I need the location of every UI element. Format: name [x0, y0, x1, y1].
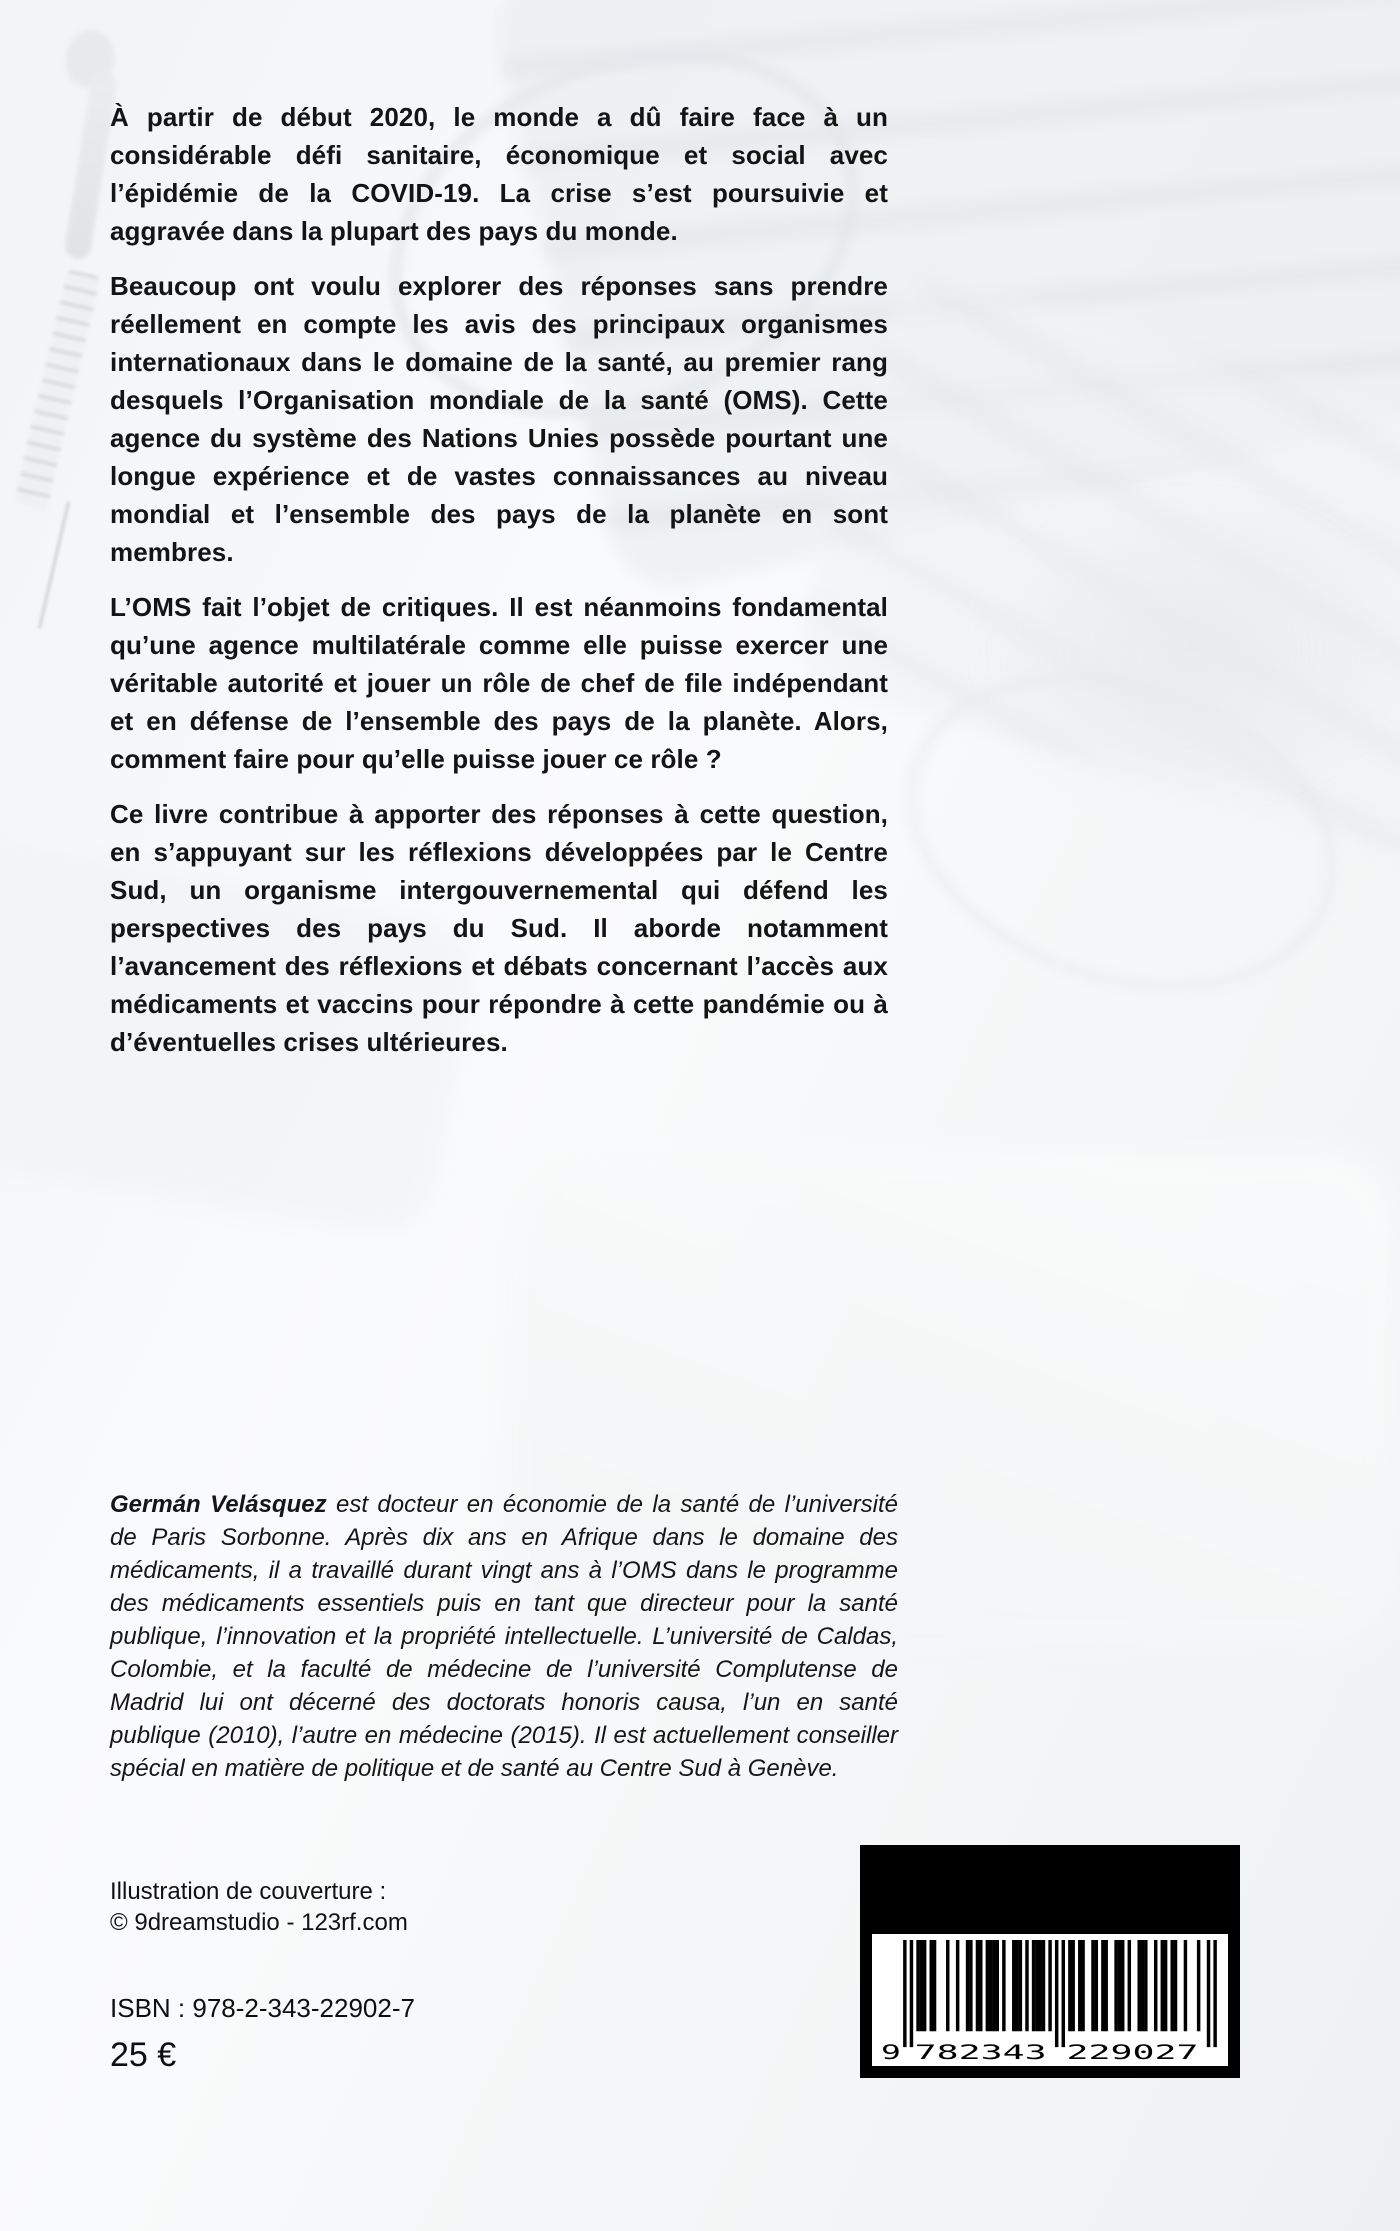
illustration-credit-source: © 9dreamstudio - 123rf.com	[110, 1909, 408, 1936]
svg-text:229027: 229027	[1066, 2041, 1199, 2063]
price-text: 25 €	[110, 2036, 177, 2074]
synopsis-text	[110, 98, 888, 1078]
glove-image	[960, 480, 1400, 820]
isbn-text: ISBN : 978-2-343-22902-7	[110, 1993, 415, 2023]
illustration-credit-label: Illustration de couverture :	[110, 1878, 387, 1905]
syringe-image	[13, 269, 100, 510]
synopsis-paragraph-4: Ce livre contribue à apporter des réponses à cette question, en s’appuyant sur les réflexions développées par le Centre Sud, un organisme intergouvernemental qui défend les perspectives des pays du Sud. Il aborde notamment l’avancement des réflexions et débats concernant l’accès aux médicaments et vaccins pour répondre à cette pandémie ou à d’éventuelles crises ultérieures.	[110, 799, 888, 1057]
illustration-credit	[110, 1876, 408, 1938]
svg-text:9: 9	[880, 2041, 901, 2063]
author-name: Germán Velásquez	[110, 1491, 327, 1518]
author-bio	[110, 1488, 898, 1785]
syringe-needle-image	[37, 501, 70, 629]
synopsis-paragraph-1: À partir de début 2020, le monde a dû faire face à un considérable défi sanitaire, économique et social avec l’épidémie de la COVID-19. La crise s’est poursuivie et aggravée dans la plupart des pays du monde.	[110, 102, 888, 246]
synopsis-paragraph-3: L’OMS fait l’objet de critiques. Il est néanmoins fondamental qu’une agence multilatérale comme elle puisse exercer une véritable autorité et jouer un rôle de chef de file indépendant et en défense de l’ensemble des pays de la planète. Alors, comment faire pour qu’elle puisse jouer ce rôle ?	[110, 592, 888, 774]
svg-text:782343: 782343	[914, 2041, 1047, 2063]
synopsis-paragraph-2: Beaucoup ont voulu explorer des réponses sans prendre réellement en compte les avis des principaux organismes internationaux dans le domaine de la santé, au premier rang desquels l’Organisation mondiale de la santé (OMS). Cette agence du système des Nations Unies possède pourtant une longue expérience et de vastes connaissances au niveau mondial et l’ensemble des pays de la planète en sont membres.	[110, 271, 888, 567]
barcode-svg	[880, 1940, 1220, 2063]
author-bio-text: est docteur en économie de la santé de l’université de Paris Sorbonne. Après dix ans en Afrique dans le domaine des médicaments, il a travaillé durant vingt ans à l’OMS dans le programme des médicaments essentiels puis en tant que directeur pour la santé publique, l’innovation et la propriété intellectuelle. L’université de Caldas, Colombie, et la faculté de médecine de l’université Complutense de Madrid lui ont décerné des doctorats honoris causa, l’un en santé publique (2010), l’autre en médecine (2015). Il est actuellement conseiller spécial en matière de politique et de santé au Centre Sud à Genève.	[110, 1491, 899, 1782]
barcode-box	[860, 1845, 1240, 2078]
barcode-panel	[872, 1934, 1228, 2066]
